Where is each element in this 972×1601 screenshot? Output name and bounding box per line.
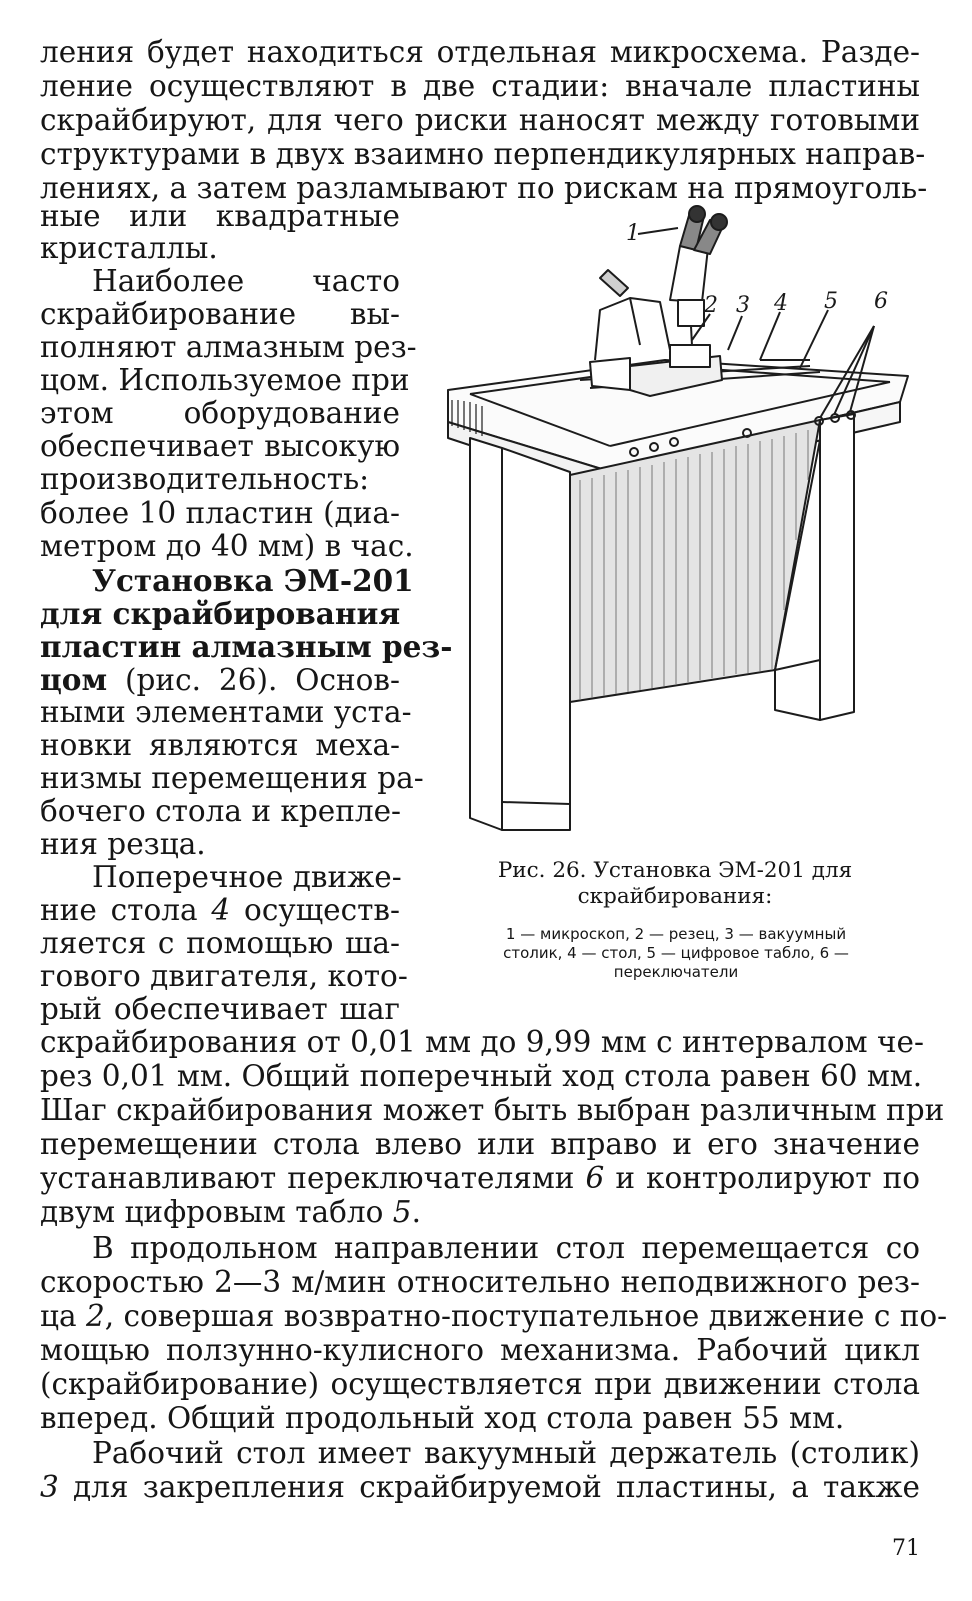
- text-line: скрайбирование вы-: [40, 297, 400, 331]
- figure-legend-line: переключатели: [613, 963, 739, 981]
- text-span: устанавливают переключателями: [40, 1161, 586, 1195]
- text-line: низмы перемещения ра-: [40, 761, 424, 795]
- figure-legend-line: 1 — микроскоп, 2 — резец, 3 — вакуумный: [505, 925, 847, 943]
- callout-label: 1: [626, 221, 640, 246]
- text-line: этом оборудование: [40, 396, 400, 430]
- right-leg: [820, 414, 854, 720]
- text-line: [40, 894, 400, 927]
- text-line: цом. Используемое при: [40, 363, 410, 397]
- text-span: ца: [40, 1299, 86, 1333]
- text-line: Поперечное движе-: [92, 860, 402, 894]
- section-heading-line: пластин алмазным рез-: [40, 629, 453, 664]
- text-line: В продольном направлении стол перемещается со: [92, 1231, 920, 1265]
- text-span: и контролируют по: [604, 1161, 920, 1195]
- page-number: 71: [892, 1536, 920, 1561]
- section-heading-tail: цом: [40, 662, 108, 697]
- text-line: метром до 40 мм) в час.: [40, 529, 414, 563]
- text-span: для закрепления скрайбируемой пластины, а также: [58, 1470, 920, 1504]
- callout-label: 5: [824, 289, 838, 314]
- figure-caption-line: скрайбирования:: [577, 884, 773, 909]
- section-heading-line: Установка ЭМ-201: [92, 563, 414, 598]
- text-line: ния резца.: [40, 827, 206, 861]
- text-line: скрайбирования от 0,01 мм до 9,99 мм с интервалом че-: [40, 1025, 924, 1059]
- reference-number: 5: [392, 1195, 412, 1229]
- text-span: осуществ-: [230, 893, 400, 927]
- text-line: кристаллы.: [40, 231, 218, 265]
- text-line: Наиболее часто: [92, 264, 400, 298]
- text-line: бочего стола и крепле-: [40, 794, 402, 828]
- microscope: [670, 246, 708, 302]
- text-span: (рис. 26). Основ-: [107, 663, 400, 697]
- text-line: скрайбируют, для чего риски наносят между готовыми: [40, 103, 920, 137]
- text-line: производительность:: [40, 462, 370, 496]
- figure-legend-line: столик, 4 — стол, 5 — цифровое табло, 6 —: [503, 944, 849, 962]
- left-leg: [470, 438, 502, 830]
- text-line: [40, 1299, 948, 1333]
- reference-number: 2: [85, 1299, 105, 1333]
- text-line: Шаг скрайбирования может быть выбран различным при: [40, 1093, 945, 1127]
- reference-number: 4: [211, 893, 231, 927]
- figure-caption-line: Рис. 26. Установка ЭМ-201 для: [497, 858, 853, 883]
- text-line: перемещении стола влево или вправо и его значение: [40, 1127, 920, 1161]
- text-line: [40, 1196, 920, 1229]
- text-line: вперед. Общий продольный ход стола равен 55 мм.: [40, 1401, 845, 1435]
- text-span: двум цифровым табло: [40, 1195, 393, 1229]
- text-line: рый обеспечивает шаг: [40, 992, 400, 1026]
- text-line: Рабочий стол имеет вакуумный держатель (столик): [92, 1436, 920, 1470]
- text-line: ления будет находиться отдельная микросхема. Разде-: [40, 35, 920, 69]
- text-line: обеспечивает высокую: [40, 429, 400, 463]
- text-line: ными элементами уста-: [40, 695, 412, 729]
- callout-label: 4: [774, 291, 788, 316]
- text-line: скоростью 2—3 м/мин относительно неподвижного рез-: [40, 1265, 920, 1299]
- text-line: ление осуществляют в две стадии: вначале пластины: [40, 69, 920, 103]
- text-line: ляется с помощью ша-: [40, 926, 400, 960]
- text-line: полняют алмазным рез-: [40, 330, 417, 364]
- text-span: , совершая возвратно-поступательное движение с по-: [104, 1299, 948, 1333]
- callout-label: 3: [736, 293, 750, 318]
- text-line: [40, 1162, 920, 1195]
- text-span: ние стола: [40, 893, 212, 927]
- text-span: .: [411, 1195, 421, 1229]
- scribing-machine-illustration: [430, 190, 930, 840]
- callout-label: 6: [874, 289, 888, 314]
- reference-number: 6: [585, 1161, 605, 1195]
- text-line: [40, 663, 400, 697]
- section-heading-line: для скрайбирования: [40, 596, 401, 631]
- text-line: новки являются меха-: [40, 728, 400, 762]
- text-line: [40, 1471, 920, 1504]
- text-line: рез 0,01 мм. Общий поперечный ход стола равен 60 мм.: [40, 1059, 923, 1093]
- text-line: лениях, а затем разламывают по рискам на прямоуголь-: [40, 171, 928, 205]
- text-line: структурами в двух взаимно перпендикулярных направ-: [40, 137, 926, 171]
- text-line: более 10 пластин (диа-: [40, 496, 400, 530]
- reference-number: 3: [40, 1470, 59, 1504]
- text-line: гового двигателя, кото-: [40, 959, 408, 993]
- text-line: ные или квадратные: [40, 199, 400, 233]
- callout-label: 2: [704, 293, 718, 318]
- text-line: мощью ползунно-кулисного механизма. Рабочий цикл: [40, 1333, 920, 1367]
- text-line: (скрайбирование) осуществляется при движении стола: [40, 1367, 920, 1401]
